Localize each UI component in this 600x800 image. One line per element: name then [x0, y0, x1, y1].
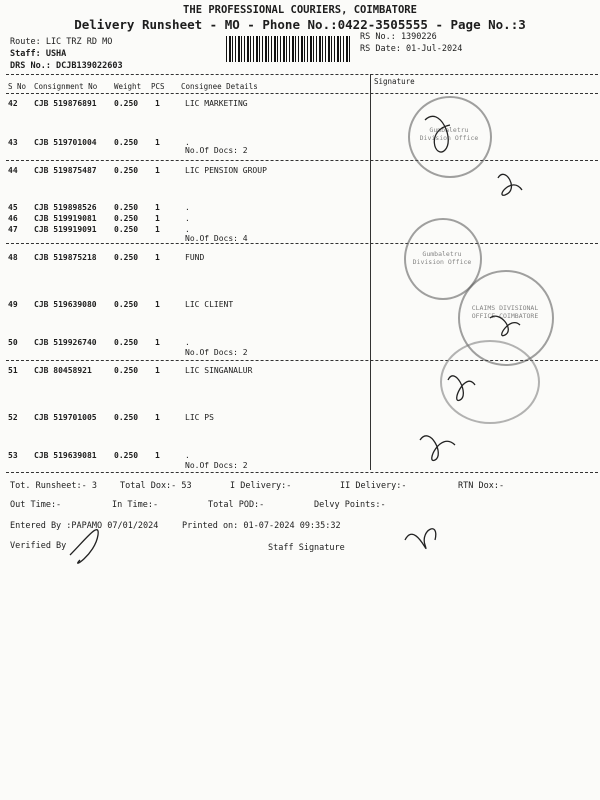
row-consignee-details: LIC CLIENT	[185, 300, 234, 309]
row-weight: 0.250	[114, 166, 139, 175]
row-pcs: 1	[155, 225, 160, 234]
row-consignee-details: .	[185, 203, 190, 212]
row-pcs: 1	[155, 451, 160, 460]
col-header-consignment: Consignment No	[34, 82, 98, 91]
row-sno: 50	[8, 338, 18, 347]
total-dox: Total Dox:- 53	[120, 481, 192, 491]
row-sno: 49	[8, 300, 18, 309]
row-sno: 52	[8, 413, 18, 422]
row-sno: 43	[8, 138, 18, 147]
row-pcs: 1	[155, 413, 160, 422]
row-weight: 0.250	[114, 225, 139, 234]
row-consignment-no: CJB 519639081	[34, 451, 97, 460]
row-weight: 0.250	[114, 99, 139, 108]
row-pcs: 1	[155, 214, 160, 223]
company-name: THE PROFESSIONAL COURIERS, COIMBATORE	[183, 4, 417, 16]
row-weight: 0.250	[114, 338, 139, 347]
row-consignee-details: LIC PS	[185, 413, 214, 422]
row-pcs: 1	[155, 338, 160, 347]
row-pcs: 1	[155, 253, 160, 262]
row-consignee-details: .	[185, 214, 190, 223]
row-sno: 44	[8, 166, 18, 175]
row-consignee-details: .	[185, 138, 190, 147]
row-pcs: 1	[155, 99, 160, 108]
row-consignee-details: FUND	[185, 253, 205, 262]
row-weight: 0.250	[114, 138, 139, 147]
row-consignee-details: .	[185, 338, 190, 347]
out-time: Out Time:-	[10, 500, 62, 510]
drs-number: DRS No.: DCJB139022603	[10, 61, 123, 71]
route: Route: LIC TRZ RD MO	[10, 37, 113, 47]
docs-count-note: No.Of Docs: 2	[185, 348, 248, 357]
staff: Staff: USHA	[10, 49, 67, 59]
row-consignment-no: CJB 519701005	[34, 413, 97, 422]
rtn-dox: RTN Dox:-	[458, 481, 505, 491]
entered-by: Entered By :PAPAMO 07/01/2024	[10, 521, 159, 531]
in-time: In Time:-	[112, 500, 159, 510]
row-weight: 0.250	[114, 203, 139, 212]
row-consignee-details: .	[185, 225, 190, 234]
row-weight: 0.250	[114, 366, 139, 375]
col-header-signature: Signature	[374, 77, 415, 86]
office-stamp: Gumbaletru Division Office	[404, 218, 482, 300]
row-weight: 0.250	[114, 413, 139, 422]
rs-number: RS No.: 1390226	[360, 32, 437, 42]
row-consignment-no: CJB 519639080	[34, 300, 97, 309]
row-pcs: 1	[155, 203, 160, 212]
row-consignment-no: CJB 519701004	[34, 138, 97, 147]
row-consignee-details: .	[185, 451, 190, 460]
row-consignee-details: LIC MARKETING	[185, 99, 248, 108]
tot-runsheet: Tot. Runsheet:- 3	[10, 481, 97, 491]
row-consignment-no: CJB 519898526	[34, 203, 97, 212]
row-sno: 42	[8, 99, 18, 108]
ii-delivery: II Delivery:-	[340, 481, 407, 491]
row-sno: 48	[8, 253, 18, 262]
rs-date: RS Date: 01-Jul-2024	[360, 44, 463, 54]
office-stamp: Gumbaletru Division Office	[408, 96, 492, 178]
printed-on: Printed on: 01-07-2024 09:35:32	[182, 521, 341, 531]
claims-stamp: CLAIMS DIVISIONAL OFFICE COIMBATORE	[458, 270, 554, 366]
row-weight: 0.250	[114, 300, 139, 309]
delvy-points: Delvy Points:-	[314, 500, 386, 510]
row-consignment-no: CJB 519875218	[34, 253, 97, 262]
row-weight: 0.250	[114, 214, 139, 223]
row-consignee-details: LIC SINGANALUR	[185, 366, 253, 375]
row-pcs: 1	[155, 366, 160, 375]
row-sno: 46	[8, 214, 18, 223]
row-sno: 47	[8, 225, 18, 234]
docs-count-note: No.Of Docs: 2	[185, 461, 248, 470]
row-pcs: 1	[155, 300, 160, 309]
row-consignment-no: CJB 519919091	[34, 225, 97, 234]
row-consignment-no: CJB 80458921	[34, 366, 92, 375]
docs-count-note: No.Of Docs: 4	[185, 234, 248, 243]
row-consignment-no: CJB 519876891	[34, 99, 97, 108]
row-consignment-no: CJB 519926740	[34, 338, 97, 347]
row-consignee-details: LIC PENSION GROUP	[185, 166, 267, 175]
page-title: Delivery Runsheet - MO - Phone No.:0422-3505555 - Page No.:3	[74, 17, 526, 32]
row-consignment-no: CJB 519919081	[34, 214, 97, 223]
docs-count-note: No.Of Docs: 2	[185, 146, 248, 155]
row-sno: 45	[8, 203, 18, 212]
col-header-consignee: Consignee Details	[181, 82, 258, 91]
col-header-weight: Weight	[114, 82, 142, 91]
col-header-pcs: PCS	[151, 82, 165, 91]
row-pcs: 1	[155, 138, 160, 147]
row-weight: 0.250	[114, 451, 139, 460]
row-consignment-no: CJB 519875487	[34, 166, 97, 175]
staff-signature: Staff Signature	[268, 543, 345, 553]
i-delivery: I Delivery:-	[230, 481, 292, 491]
row-sno: 51	[8, 366, 18, 375]
row-pcs: 1	[155, 166, 160, 175]
verified-by: Verified By	[10, 541, 67, 551]
total-pod: Total POD:-	[208, 500, 265, 510]
row-weight: 0.250	[114, 253, 139, 262]
row-sno: 53	[8, 451, 18, 460]
col-header-sno: S No	[8, 82, 27, 91]
